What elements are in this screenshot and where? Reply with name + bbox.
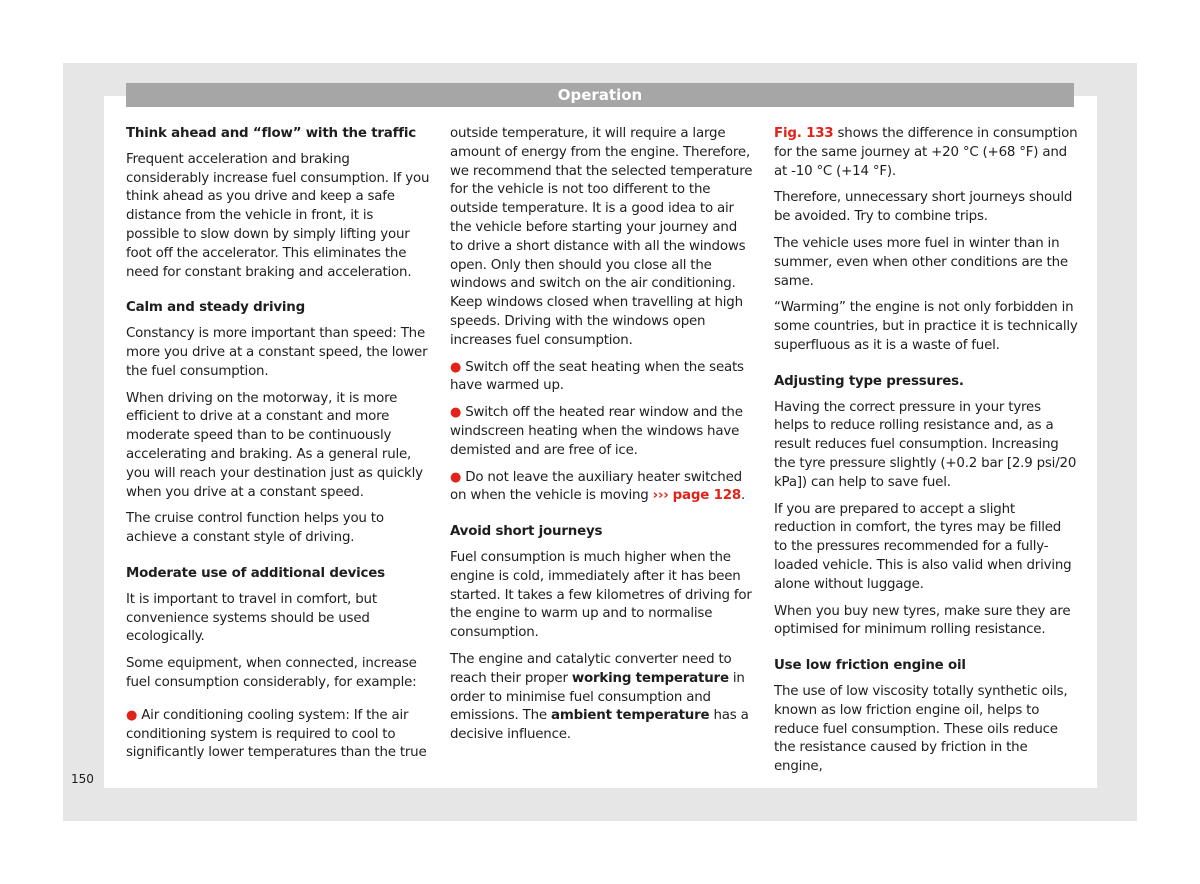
paragraph-trips: Therefore, unnecessary short journeys should be avoided. Try to combine trips. (774, 190, 1073, 225)
text-run: shows the difference in consumption for the same journey at +20 °C (+68 °F) and at -10 °C (+14 °F). (774, 126, 1078, 179)
bullet-text: Air conditioning cooling system: If the air conditioning system is required to cool to significantly lower temperatures than the true (126, 707, 427, 761)
column-2 (450, 125, 754, 753)
bullet-icon: ● (450, 359, 462, 375)
bullet-text: Do not leave the auxiliary heater switched on when the vehicle is moving (450, 469, 742, 504)
bullet-seat-heating (450, 359, 754, 397)
text-run: The engine and catalytic converter need to reach their proper (450, 651, 732, 686)
paragraph-tyre-1: Having the correct pressure in your tyres helps to reduce rolling resistance and, as a result reduces fuel consumption. Increasing the tyre pressure slightly (+0.2 bar [2.9 psi/20 kPa]) can help to save fuel. (774, 399, 1077, 490)
paragraph-devices-2: Some equipment, when connected, increase fuel consumption considerably, for example: (126, 656, 417, 690)
paragraph-tyre-2: If you are prepared to accept a slight reduction in comfort, the tyres may be filled to the pressures recommended for a fully-loaded vehicle. This is also valid when driving alone without luggage. (774, 501, 1072, 592)
figure-reference-link[interactable]: Fig. 133 (774, 126, 834, 141)
paragraph-tyre-3: When you buy new tyres, make sure they are optimised for minimum rolling resistance. (774, 603, 1071, 638)
column-3 (774, 125, 1078, 785)
sentence-end: . (740, 488, 746, 504)
section-header: Operation (126, 83, 1074, 107)
heading-devices: Moderate use of additional devices (126, 565, 385, 581)
heading-flow: Think ahead and “flow” with the traffic (126, 126, 417, 141)
bullet-icon: ● (126, 707, 138, 723)
paragraph-oil: The use of low viscosity totally synthetic oils, known as low friction engine oil, helps to reduce fuel consumption. These oils reduce the resistance caused by friction in the engine, (774, 683, 1068, 775)
heading-calm-driving: Calm and steady driving (126, 300, 305, 316)
column-1 (126, 125, 430, 771)
paragraph-short-1: Fuel consumption is much higher when the engine is cold, immediately after it has been started. It takes a few kilometres of driving for the engine to warm up and to normalise consumption. (450, 549, 752, 641)
paragraph-continued: outside temperature, it will require a large amount of energy from the engine. Therefore, we recommend that the selected temperature for the vehicle is not too different to the outside temperature. It is a good idea to air the vehicle before starting your journey and to drive a short distance with all the windows open. Only then should you close all the windows and switch on the air conditioning. Keep windows closed when travelling at high speeds. Driving with the windows open increases fuel consumption. (450, 126, 753, 348)
heading-short-journeys: Avoid short journeys (450, 524, 603, 540)
page-link-arrow-icon[interactable]: ››› (652, 488, 669, 504)
page-number: 150 (71, 772, 94, 786)
paragraph-flow: Frequent acceleration and braking considerably increase fuel consumption. If you think ahead as you drive and keep a safe distance from the vehicle in front, it is possible to slow down by simply lifting your foot off the accelerator. This eliminates the need for constant braking and acceleration. (126, 151, 430, 280)
page-link[interactable]: page 128 (672, 488, 741, 504)
bullet-rear-window (450, 404, 754, 460)
bullet-text: Switch off the seat heating when the seats have warmed up. (450, 359, 744, 394)
paragraph-calm-2: When driving on the motorway, it is more efficient to drive at a constant and more moderate speed than to be continuously accelerating and braking. As a general rule, you will reach your destination just as quickly when you drive at a constant speed. (126, 390, 423, 500)
paragraph-calm-3: The cruise control function helps you to achieve a constant style of driving. (126, 511, 384, 546)
heading-tyre-pressure: Adjusting type pressures. (774, 373, 964, 389)
text-run: in order to minimise fuel consumption and emissions. The (450, 670, 745, 724)
bullet-text: Switch off the heated rear window and the windscreen heating when the windows have demisted and are free of ice. (450, 405, 743, 458)
bullet-icon: ● (450, 469, 462, 485)
paragraph-calm-1: Constancy is more important than speed: The more you drive at a constant speed, the lower the fuel consumption. (126, 326, 428, 379)
bold-term: working temperature (571, 670, 729, 686)
paragraph-devices-1: It is important to travel in comfort, but convenience systems should be used ecologically. (126, 591, 377, 645)
bullet-auxiliary-heater (450, 469, 754, 507)
heading-engine-oil: Use low friction engine oil (774, 658, 966, 674)
bold-term: ambient temperature (551, 708, 710, 724)
bullet-icon: ● (450, 405, 462, 421)
paragraph-short-2 (450, 651, 754, 745)
text-run: has a decisive influence. (450, 708, 749, 743)
paragraph-winter: The vehicle uses more fuel in winter than in summer, even when other conditions are the same. (774, 235, 1068, 289)
paragraph-warming: “Warming” the engine is not only forbidden in some countries, but in practice it is technically superfluous as it is a waste of fuel. (774, 300, 1078, 353)
bullet-air-conditioning (126, 707, 430, 763)
paragraph-figure (774, 125, 1078, 181)
